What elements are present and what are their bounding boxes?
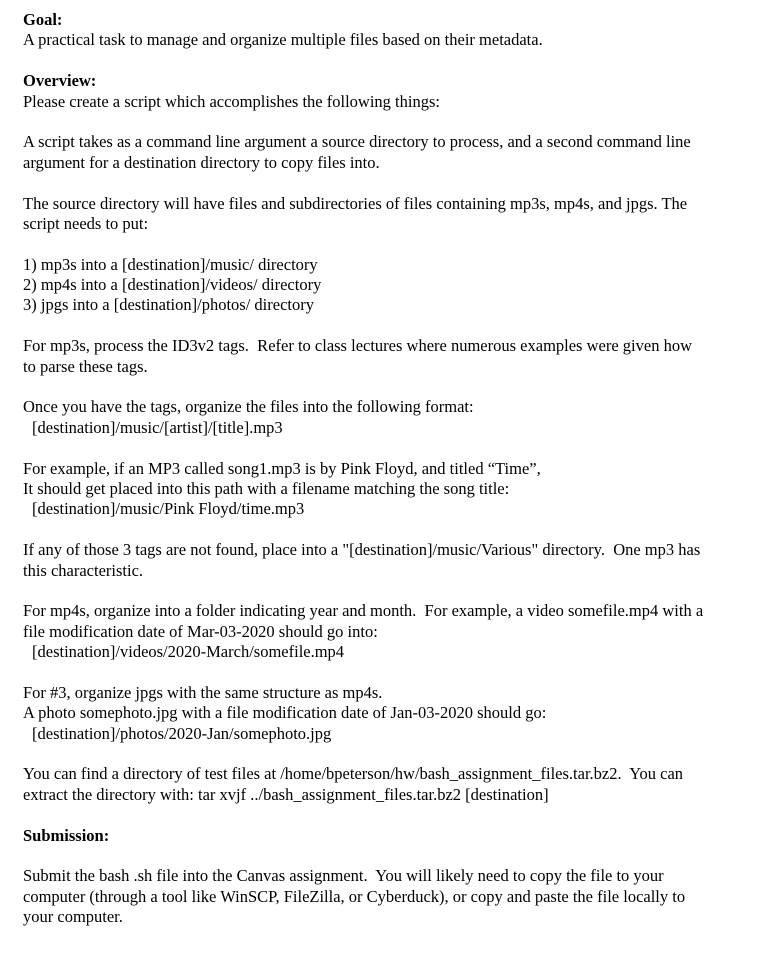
example-paragraph-line: It should get placed into this path with a filename matching the song title:	[23, 478, 510, 498]
mp3-paragraph-line: to parse these tags.	[23, 356, 148, 376]
spacer	[23, 234, 758, 254]
submission-paragraph-line: your computer.	[23, 907, 123, 927]
spacer	[23, 438, 758, 458]
list-item: 3) jpgs into a [destination]/photos/ directory	[23, 295, 314, 315]
format-intro: Once you have the tags, organize the files into the following format:	[23, 397, 474, 417]
source-paragraph-line: The source directory will have files and subdirectories of files containing mp3s, mp4s, and jpgs. The	[23, 193, 688, 213]
spacer	[23, 112, 758, 132]
mp4-paragraph-line: file modification date of Mar-03-2020 should go into:	[23, 621, 378, 641]
example-path: [destination]/music/Pink Floyd/time.mp3	[32, 499, 305, 519]
list-item: 2) mp4s into a [destination]/videos/ directory	[23, 275, 322, 295]
args-paragraph-line: A script takes as a command line argument a source directory to process, and a second command line	[23, 132, 691, 152]
source-paragraph-line: script needs to put:	[23, 213, 149, 233]
spacer	[23, 744, 758, 764]
overview-heading: Overview:	[23, 71, 97, 91]
mp4-paragraph-line: For mp4s, organize into a folder indicating year and month. For example, a video somefile.mp4 with a	[23, 601, 704, 621]
jpg-paragraph-line: For #3, organize jpgs with the same structure as mp4s.	[23, 682, 383, 702]
various-paragraph-line: If any of those 3 tags are not found, place into a "[destination]/music/Various" directory. One mp3 has	[23, 540, 701, 560]
test-files-paragraph-line: You can find a directory of test files at /home/bpeterson/hw/bash_assignment_files.tar.bz2. You can	[23, 764, 684, 784]
example-paragraph-line: For example, if an MP3 called song1.mp3 is by Pink Floyd, and titled “Time”,	[23, 458, 541, 478]
goal-heading: Goal:	[23, 10, 63, 29]
jpg-paragraph-line: A photo somephoto.jpg with a file modification date of Jan-03-2020 should go:	[23, 703, 547, 723]
spacer	[23, 846, 758, 866]
submission-paragraph-line: computer (through a tool like WinSCP, FileZilla, or Cyberduck), or copy and paste the file locally to	[23, 886, 686, 906]
args-paragraph-line: argument for a destination directory to copy files into.	[23, 152, 380, 172]
various-paragraph-line: this characteristic.	[23, 560, 144, 580]
assignment-document	[23, 10, 758, 928]
spacer	[23, 520, 758, 540]
spacer	[23, 581, 758, 601]
submission-heading: Submission:	[23, 825, 110, 845]
spacer	[23, 377, 758, 397]
goal-text: A practical task to manage and organize multiple files based on their metadata.	[23, 30, 543, 50]
spacer	[23, 663, 758, 683]
format-path: [destination]/music/[artist]/[title].mp3	[32, 417, 283, 437]
submission-paragraph-line: Submit the bash .sh file into the Canvas assignment. You will likely need to copy the file to your	[23, 866, 664, 886]
spacer	[23, 51, 758, 71]
jpg-path: [destination]/photos/2020-Jan/somephoto.jpg	[32, 723, 332, 743]
spacer	[23, 316, 758, 336]
spacer	[23, 805, 758, 825]
test-files-paragraph-line: extract the directory with: tar xvjf ../bash_assignment_files.tar.bz2 [destination]	[23, 784, 549, 804]
mp3-paragraph-line: For mp3s, process the ID3v2 tags. Refer to class lectures where numerous examples were given how	[23, 336, 692, 356]
spacer	[23, 173, 758, 193]
overview-intro: Please create a script which accomplishes the following things:	[23, 91, 440, 111]
list-item: 1) mp3s into a [destination]/music/ directory	[23, 254, 318, 274]
mp4-path: [destination]/videos/2020-March/somefile.mp4	[32, 642, 345, 662]
